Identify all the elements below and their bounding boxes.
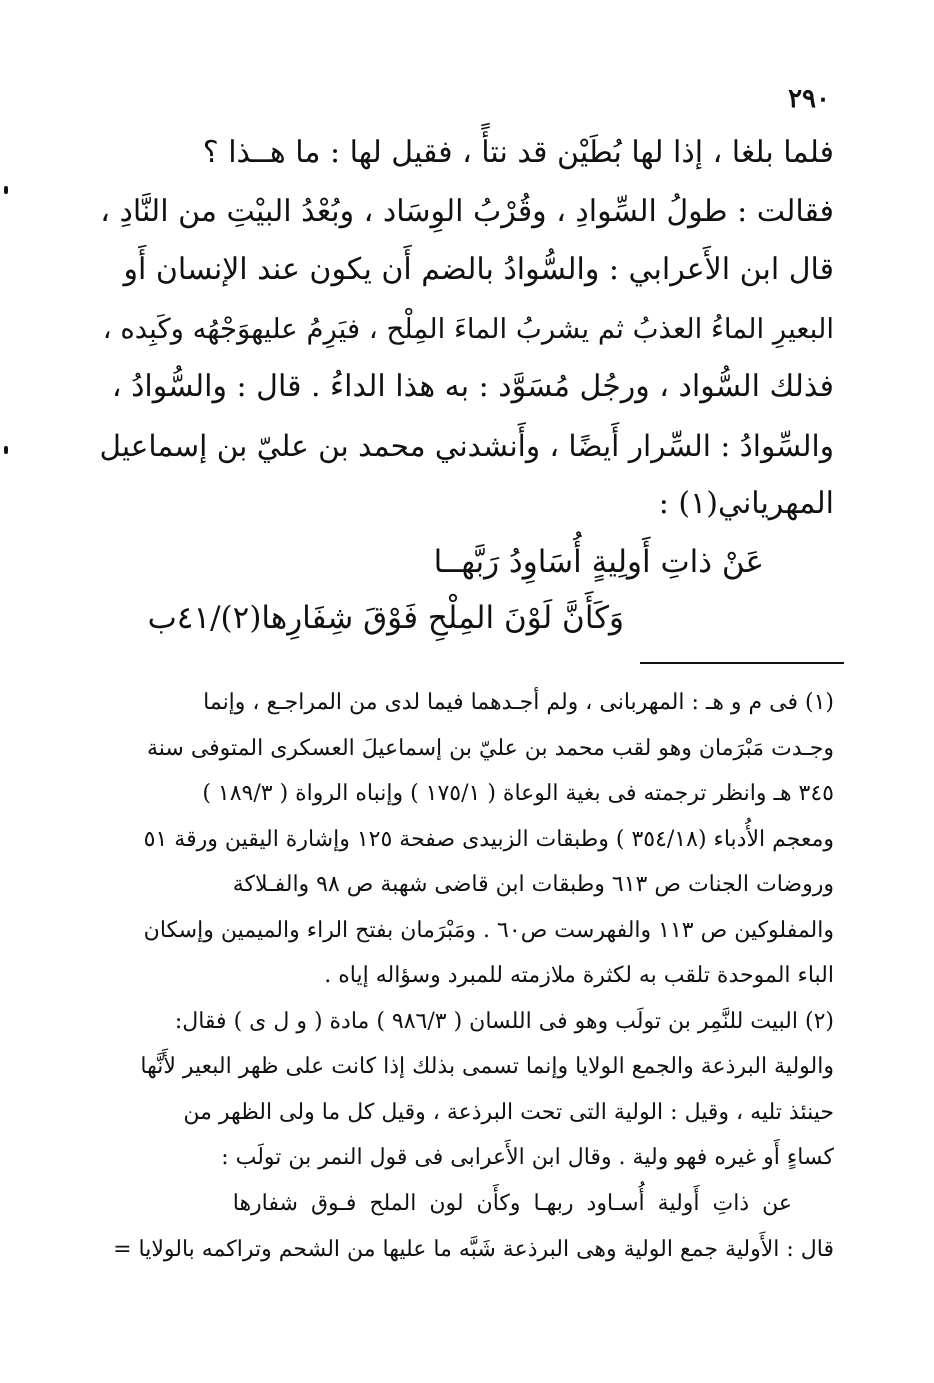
footnote-line: ومعجم الأُدباء (٣٥٤/١٨ ) وطبقات الزبيدى صفحة ١٢٥ وإشارة اليقين ورقة ٥١ — [143, 826, 834, 852]
footnote-line: والولية البرذعة والجمع الولايا وإنما تسمى بذلك إذا كانت على ظهر البعير لأَنَّها — [140, 1054, 834, 1079]
footnote-line: والمفلوكين ص ١١٣ والفهرست ص٦٠ . ومَبْرَمان بفتح الراء والميمين وإسكان — [143, 917, 834, 943]
footnote-line: كساءٍ أَو غيره فهو ولية . وقال ابن الأَعرابى فى قول النمر بن تولَب : — [221, 1145, 834, 1170]
main-line: قال ابن الأَعرابي : والسُّوادُ بالضم أَن يكون عند الإنسان أَو — [123, 252, 834, 287]
footnote-line: قال : الأَولية جمع الولية وهى البرذعة شَبَّه ما عليها من الشحم وتراكمه بالولايا = — [113, 1236, 834, 1262]
footnote-verse: عن ذاتِ أَولية أُسـاود ربهـا وكأَن لون الملح فـوق شفارها — [232, 1190, 792, 1216]
footnote-separator — [640, 662, 844, 664]
footnote-line: ٣٤٥ هـ وانظر ترجمته فى بغية الوعاة ( ١٧٥/١ ) وإنباه الرواة ( ١٨٩/٣ ) — [202, 781, 834, 806]
verse-line-second: وَكَأَنَّ لَوْنَ المِلْحِ فَوْقَ شِفَارِها(٢)/٤١ب — [147, 599, 624, 636]
page-number: ٢٩٠ — [788, 84, 830, 114]
main-text — [98, 124, 834, 646]
footnote-line: (٢) البيت للنَّمِر بن تولَب وهو فى اللسان ( ٩٨٦/٣ ) مادة ( و ل ى ) فقال: — [174, 1008, 834, 1034]
footnote-line: الباء الموحدة تلقب به لكثرة ملازمته للمبرد وسؤاله إياه . — [324, 963, 834, 988]
main-line: البعيرِ الماءُ العذبُ ثم يشربُ الماءَ المِلْح ، فيَرِمُ عليهوَجْهُه وكَبِده ، — [102, 312, 834, 345]
main-line: فقالت : طولُ السِّوادِ ، وقُرْبُ الوِسَاد ، وبُعْدُ البيْتِ من النَّادِ ، — [100, 193, 834, 229]
scan-speck — [4, 446, 8, 454]
scan-speck — [4, 186, 8, 194]
footnote-line: حينئذ تليه ، وقيل : الولية التى تحت البرذعة ، وقيل كل ما ولى الظهر من — [183, 1099, 834, 1125]
verse-line-first: عَنْ ذاتِ أَولِيةٍ أُسَاوِدُ رَبَّهــا — [433, 543, 764, 580]
footnotes — [98, 680, 834, 1272]
footnote-line: وجـدت مَبْرَمان وهو لقب محمد بن عليّ بن إسماعيلَ العسكرى المتوفى سنة — [146, 735, 834, 761]
footnote-line: (١) فى م و هـ : المهربانى ، ولم أجـدهما فيما لدى من المراجـع ، وإنما — [203, 690, 834, 715]
footnote-line: وروضات الجنات ص ٦١٣ وطبقات ابن قاضى شهبة ص ٩٨ والفـلاكة — [232, 872, 834, 897]
main-line: المهرياني(١) : — [658, 486, 834, 521]
main-line: والسِّوادُ : السِّرار أَيضًا ، وأَنشدني محمد بن عليّ بن إسماعيل — [99, 428, 834, 463]
main-line: فلما بلغا ، إذا لها بُطَيْن قد نتأً ، فقيل لها : ما هــذا ؟ — [202, 135, 834, 170]
main-line: فذلك السُّواد ، ورجُل مُسَوَّد : به هذا الداءُ . قال : والسُّوادُ ، — [111, 369, 834, 404]
